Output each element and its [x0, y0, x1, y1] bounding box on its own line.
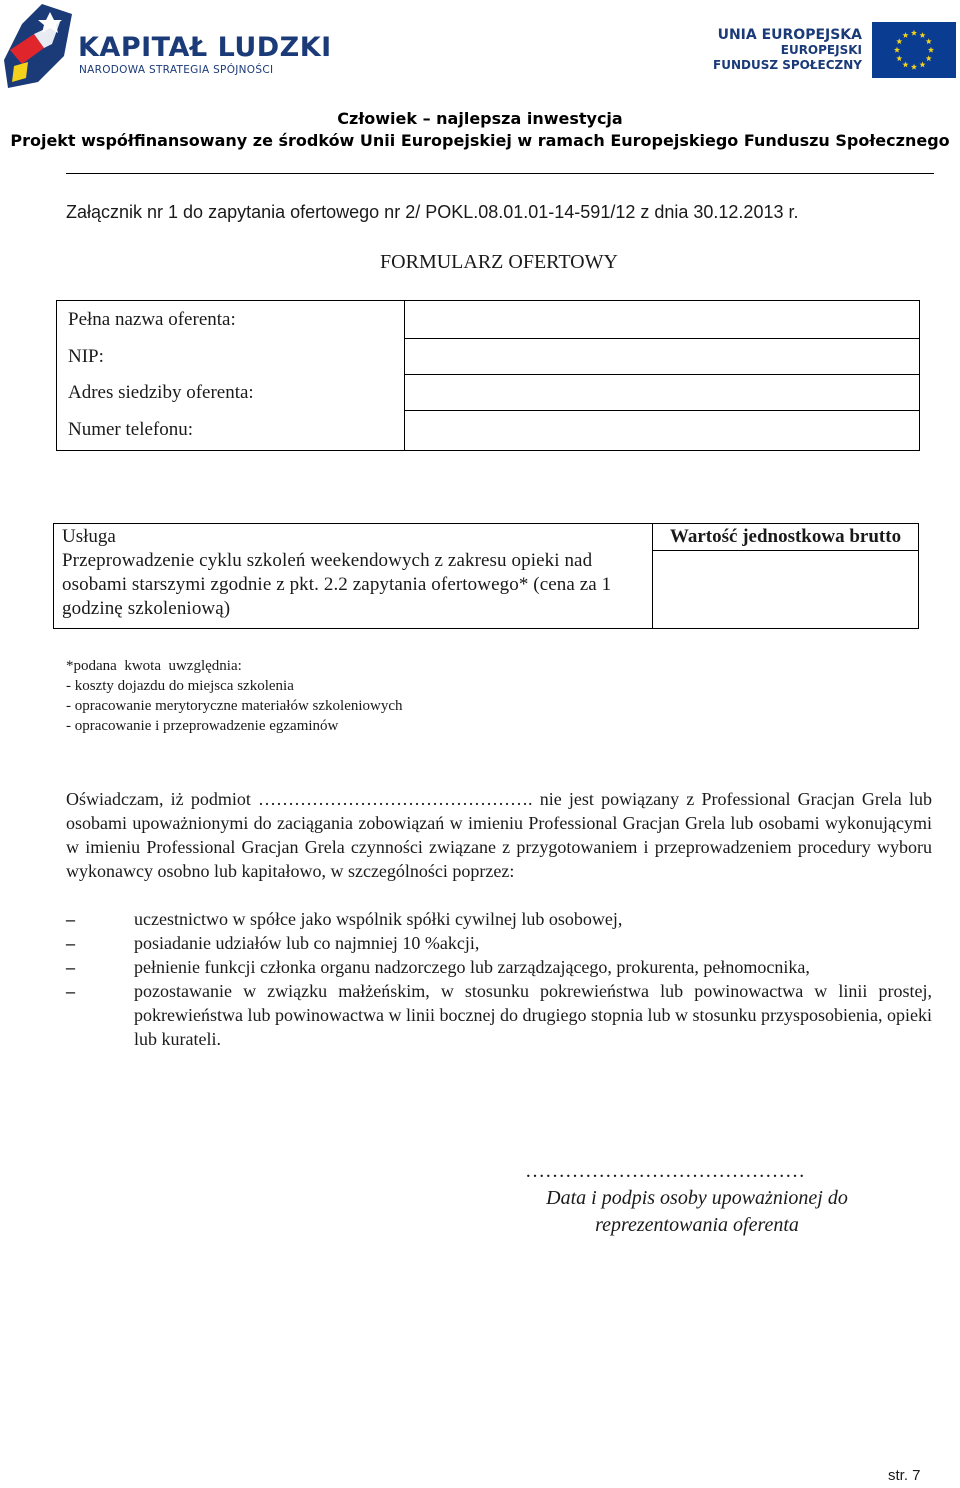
service-header: Usługa: [62, 526, 116, 547]
declaration-list: [66, 907, 932, 1051]
list-item-text: pozostawanie w związku małżeńskim, w stosunku pokrewieństwa lub powinowactwa w linii prostej, pokrewieństwa lub powinowactwa w linii bocznej do drugiego stopnia lub w stosunku przysposobienia, opieki lub kurateli.: [134, 981, 932, 1049]
service-price-table: [53, 523, 919, 629]
eu-label-line3: FUNDUSZ SPOŁECZNY: [713, 58, 862, 72]
list-item-text: posiadanie udziałów lub co najmniej 10 %akcji,: [134, 933, 480, 953]
motto-line1: Człowiek – najlepsza inwestycja: [337, 109, 623, 128]
motto-line2: Projekt współfinansowany ze środków Unii Europejskiej w ramach Europejskiego Funduszu Społecznego: [10, 131, 950, 150]
kapital-ludzki-title: KAPITAŁ LUDZKI: [78, 32, 332, 63]
signature-caption-line2: reprezentowania oferenta: [595, 1214, 799, 1236]
header-divider: [66, 173, 934, 174]
bidder-info-table: [56, 300, 920, 451]
bidder-value-input[interactable]: [405, 411, 920, 451]
bidder-label: NIP:: [57, 339, 405, 375]
signature-caption-line1: Data i podpis osoby upoważnionej do: [546, 1187, 848, 1209]
page-number: str. 7: [888, 1467, 921, 1484]
attachment-reference: Załącznik nr 1 do zapytania ofertowego nr 2/ POKL.08.01.01-14-591/12 z dnia 30.12.2013 r.: [66, 202, 799, 222]
footnote-intro: *podana kwota uwzględnia:: [66, 658, 242, 674]
price-value-input[interactable]: [653, 551, 918, 625]
eu-label: [700, 28, 862, 73]
bidder-row: [57, 375, 920, 411]
price-cell: [653, 524, 919, 629]
dash-icon: –: [66, 981, 75, 1001]
bidder-row: [57, 339, 920, 375]
kapital-ludzki-logo-icon: [4, 4, 72, 90]
form-title: FORMULARZ OFERTOWY: [380, 251, 618, 273]
dash-icon: –: [66, 909, 75, 929]
service-description: Przeprowadzenie cyklu szkoleń weekendowych z zakresu opieki nad osobami starszymi zgodnie z pkt. 2.2 zapytania ofertowego* (cena za 1 godzinę szkoleniową): [62, 550, 612, 619]
bidder-row: [57, 411, 920, 451]
list-item: [66, 931, 932, 955]
footnote-item: - koszty dojazdu do miejsca szkolenia: [66, 678, 294, 694]
dash-icon: –: [66, 933, 75, 953]
bidder-label: Numer telefonu:: [57, 411, 405, 451]
list-item: [66, 907, 932, 931]
footnote-item: - opracowanie merytoryczne materiałów szkoleniowych: [66, 698, 403, 714]
eu-label-line1: UNIA EUROPEJSKA: [717, 27, 862, 43]
dash-icon: –: [66, 957, 75, 977]
price-header: Wartość jednostkowa brutto: [653, 524, 918, 551]
bidder-label: Pełna nazwa oferenta:: [57, 301, 405, 339]
price-footnote: [66, 656, 403, 736]
signature-block: [520, 1158, 900, 1239]
list-item: [66, 979, 932, 1051]
bidder-value-input[interactable]: [405, 375, 920, 411]
kapital-ludzki-subtitle: NARODOWA STRATEGIA SPÓJNOŚCI: [79, 64, 274, 76]
bidder-value-input[interactable]: [405, 339, 920, 375]
service-cell: [54, 524, 653, 629]
bidder-row: [57, 301, 920, 339]
eu-flag-icon: [872, 22, 956, 78]
declaration-paragraph: Oświadczam, iż podmiot ………………………………………. nie jest powiązany z Professional Gracjan Grela lub osobami upoważnionymi do zaciągania zobowiązań w imieniu Professional Gracjan Grela lub osobami wykonującymi w imieniu Professional Gracjan Grela czynności związane z przygotowaniem i przeprowadzeniem procedury wyboru wykonawcy osobno lub kapitałowo, w szczególności poprzez:: [66, 789, 932, 881]
footnote-item: - opracowanie i przeprowadzenie egzaminów: [66, 718, 339, 734]
bidder-label: Adres siedziby oferenta:: [57, 375, 405, 411]
bidder-value-input[interactable]: [405, 301, 920, 339]
list-item: [66, 955, 932, 979]
list-item-text: uczestnictwo w spółce jako wspólnik spółki cywilnej lub osobowej,: [134, 909, 623, 929]
signature-line[interactable]: ……………………………………: [525, 1160, 805, 1182]
eu-label-line2: EUROPEJSKI: [780, 43, 862, 57]
list-item-text: pełnienie funkcji członka organu nadzorczego lub zarządzającego, prokurenta, pełnomocnika,: [134, 957, 810, 977]
